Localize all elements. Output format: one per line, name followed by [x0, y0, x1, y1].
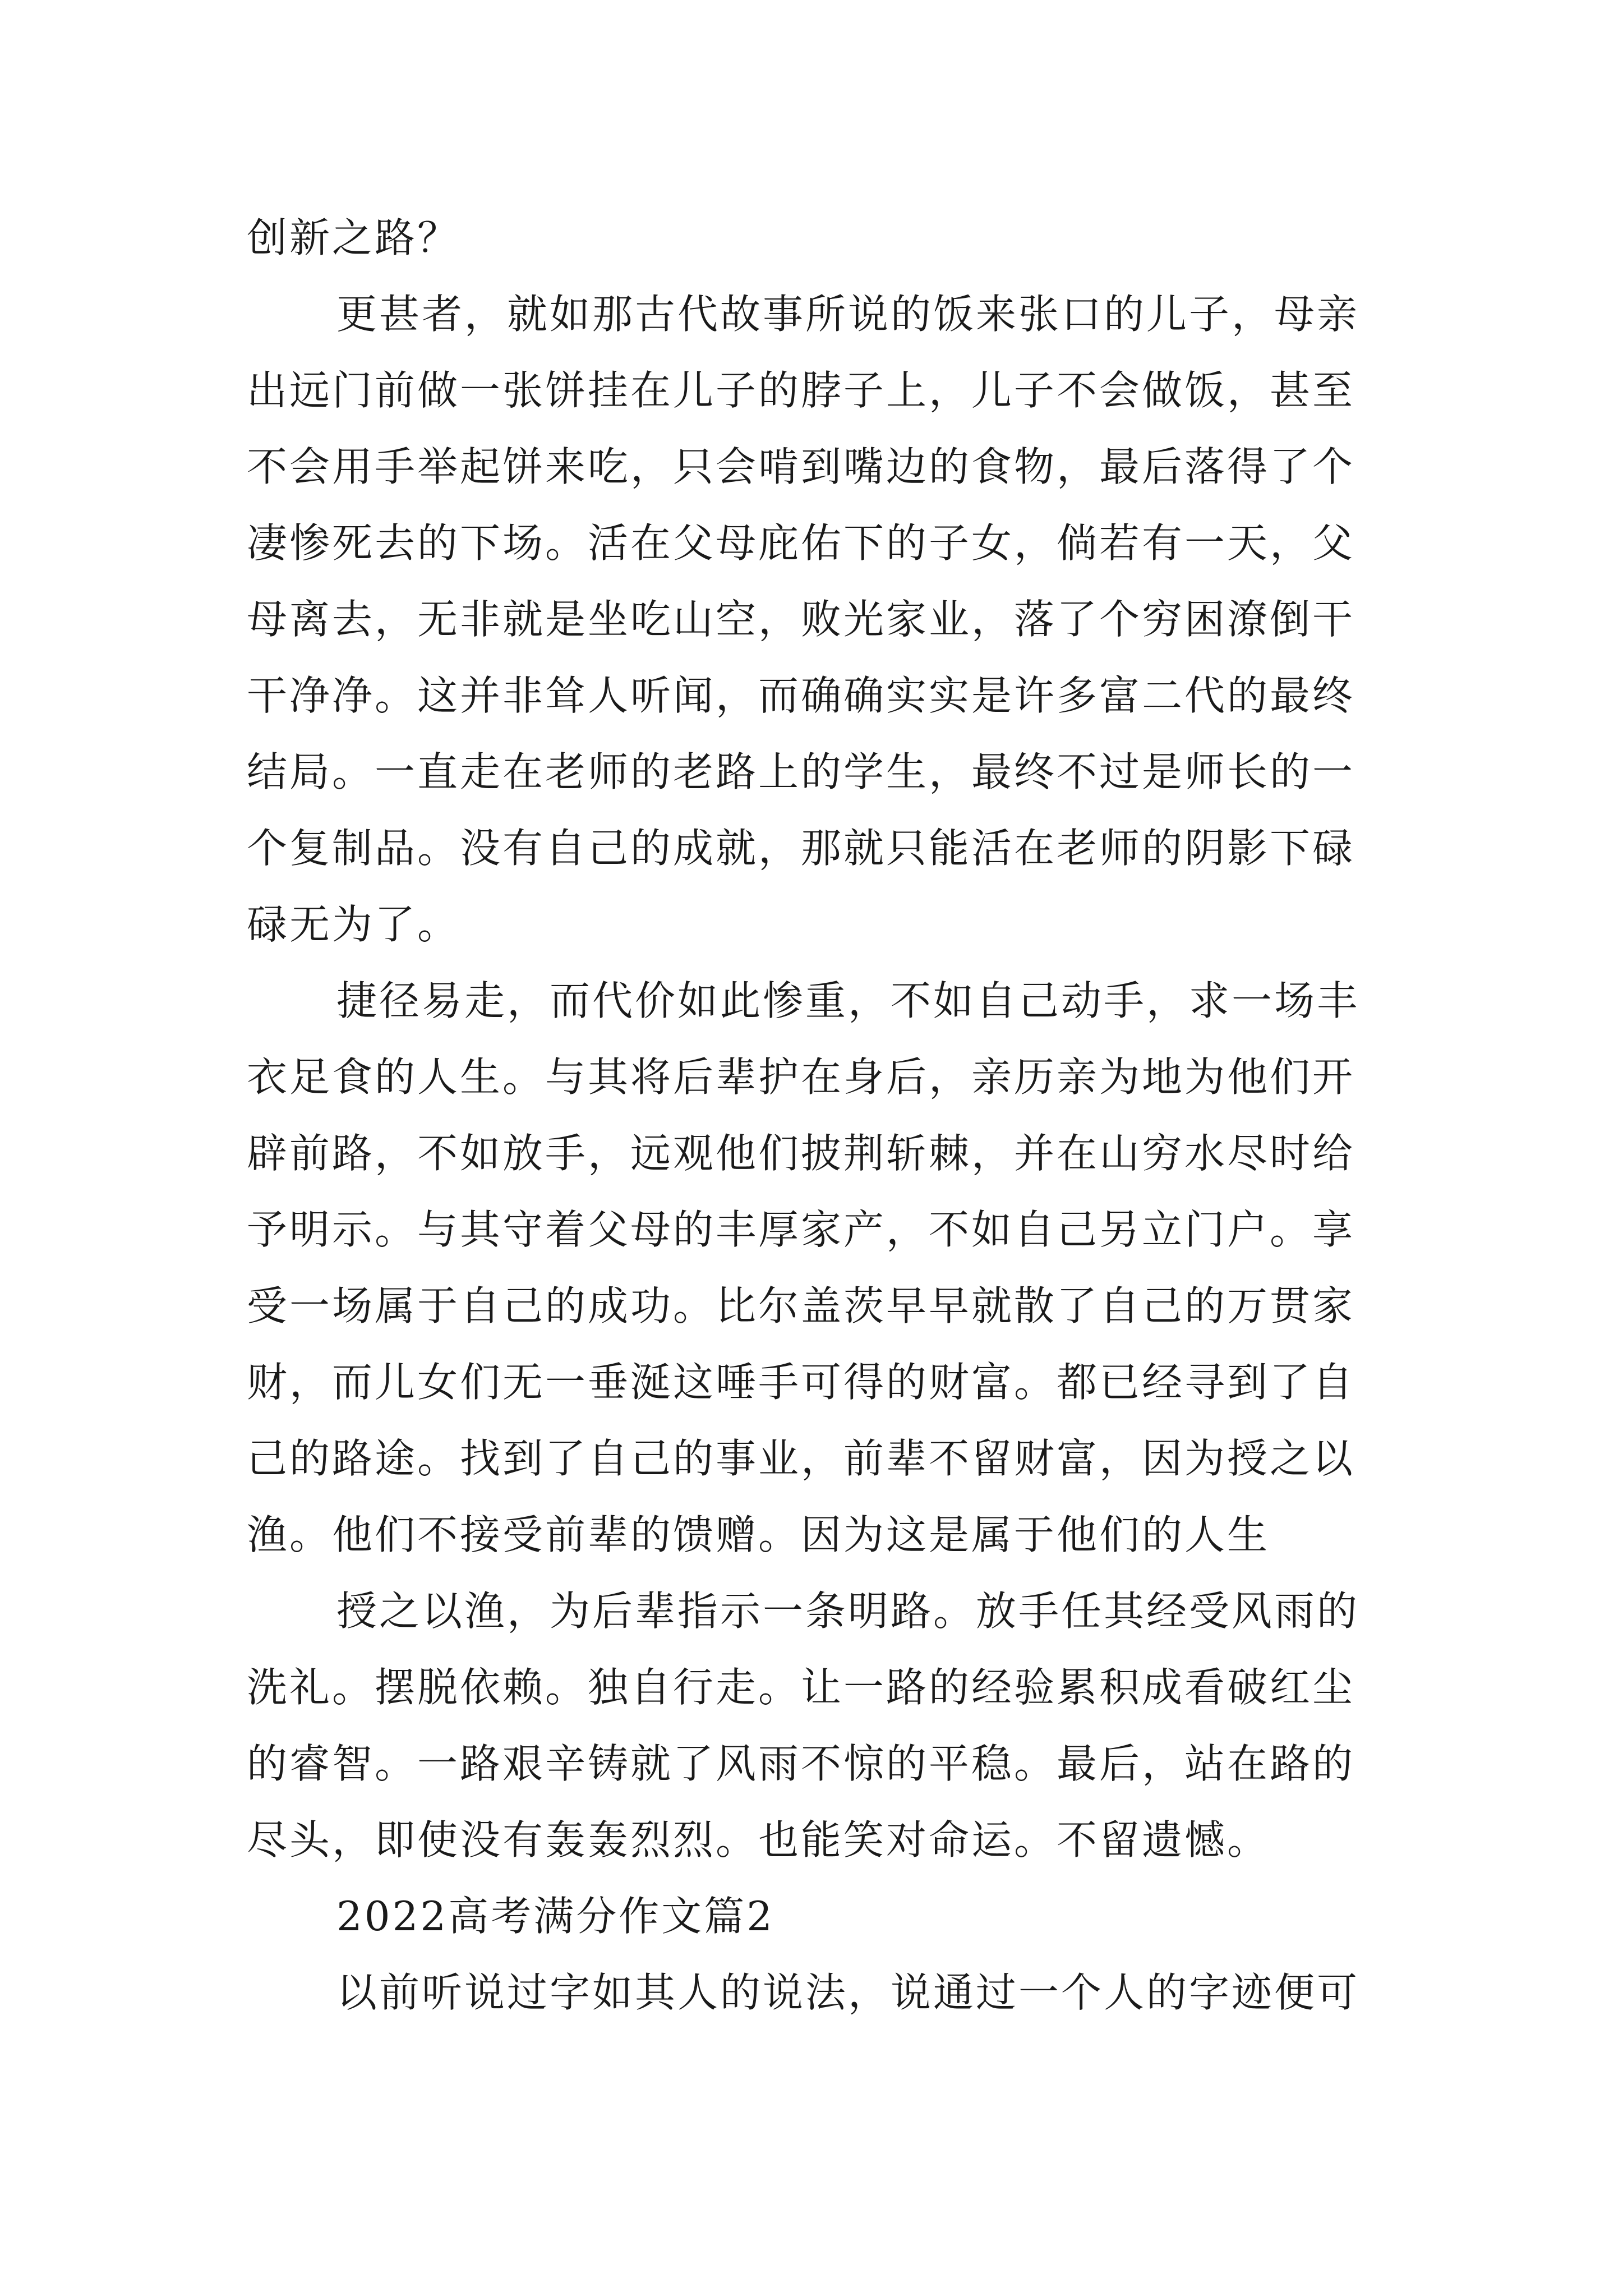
text-line-22: 尽头，即使没有轰轰烈烈。也能笑对命运。不留遗憾。: [247, 1816, 1270, 1864]
section-heading: 2022高考满分作文篇2: [336, 1893, 775, 1940]
text-line-9: 个复制品。没有自己的成就，那就只能活在老师的阴影下碌: [247, 825, 1355, 872]
text-line-10: 碌无为了。: [247, 901, 460, 948]
text-line-21: 的睿智。一路艰辛铸就了风雨不惊的平稳。最后，站在路的: [247, 1740, 1355, 1787]
text-line-3: 出远门前做一张饼挂在儿子的脖子上，儿子不会做饭，甚至: [247, 367, 1355, 414]
text-line-19: 授之以渔，为后辈指示一条明路。放手任其经受风雨的: [336, 1588, 1360, 1635]
text-line-5: 凄惨死去的下场。活在父母庇佑下的子女，倘若有一天，父: [247, 519, 1355, 567]
text-line-12: 衣足食的人生。与其将后辈护在身后，亲历亲为地为他们开: [247, 1053, 1355, 1101]
text-line-15: 受一场属于自己的成功。比尔盖茨早早就散了自己的万贯家: [247, 1282, 1355, 1329]
text-line-6: 母离去，无非就是坐吃山空，败光家业，落了个穷困潦倒干: [247, 596, 1355, 643]
text-line-2: 更甚者，就如那古代故事所说的饭来张口的儿子，母亲: [336, 291, 1360, 338]
text-line-17: 己的路途。找到了自己的事业，前辈不留财富，因为授之以: [247, 1435, 1355, 1482]
text-line-14: 予明示。与其守着父母的丰厚家产，不如自己另立门户。享: [247, 1206, 1355, 1253]
text-line-16: 财，而儿女们无一垂涎这唾手可得的财富。都已经寻到了自: [247, 1359, 1355, 1406]
text-line-13: 辟前路，不如放手，远观他们披荆斩棘，并在山穷水尽时给: [247, 1130, 1355, 1177]
text-line-18: 渔。他们不接受前辈的馈赠。因为这是属于他们的人生: [247, 1511, 1270, 1558]
text-line-11: 捷径易走，而代价如此惨重，不如自己动手，求一场丰: [336, 977, 1360, 1024]
text-line-1: 创新之路？: [247, 214, 460, 261]
text-line-24: 以前听说过字如其人的说法，说通过一个人的字迹便可: [336, 1969, 1360, 2016]
text-line-20: 洗礼。摆脱依赖。独自行走。让一路的经验累积成看破红尘: [247, 1664, 1355, 1711]
text-line-4: 不会用手举起饼来吃，只会啃到嘴边的食物，最后落得了个: [247, 443, 1355, 490]
text-line-8: 结局。一直走在老师的老路上的学生，最终不过是师长的一: [247, 748, 1355, 795]
text-line-7: 干净净。这并非耸人听闻，而确确实实是许多富二代的最终: [247, 672, 1355, 719]
